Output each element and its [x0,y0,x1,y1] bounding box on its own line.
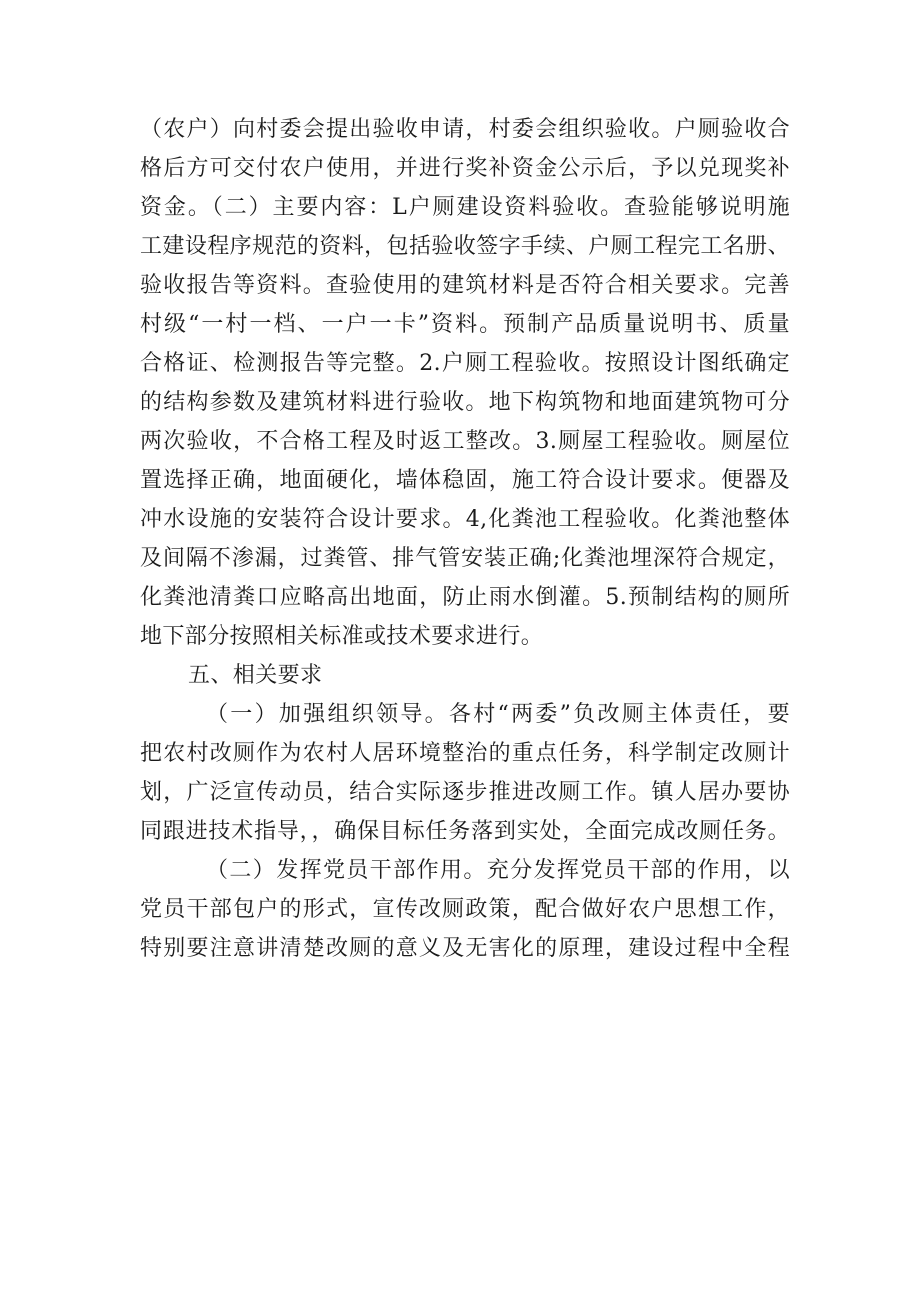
text-line: 验收报告等资料。查验使用的建筑材料是否符合相关要求。完善 [140,273,790,298]
text-line: 化粪池清粪口应略高出地面，防止雨水倒灌。5.预制结构的厕所 [140,585,790,610]
text-line: 合格证、检测报告等完整。2.户厕工程验收。按照设计图纸确定 [140,351,790,376]
text-line: 的结构参数及建筑材料进行验收。地下构筑物和地面建筑物可分 [140,390,790,415]
document-body [140,110,790,968]
text-line: 置选择正确，地面硬化，墙体稳固，施工符合设计要求。便器及 [140,468,790,493]
text-line: 工建设程序规范的资料，包括验收签字手续、户厕工程完工名册、 [140,234,790,259]
section-heading: 五、相关要求 [188,663,323,688]
text-line: 同跟进技术指导，，确保目标任务落到实处，全面完成改厕任务。 [140,819,790,844]
text-line: 把农村改厕作为农村人居环境整治的重点任务，科学制定改厕计 [140,741,790,766]
text-line: 及间隔不渗漏，过粪管、排气管安装正确;化粪池埋深符合规定， [140,546,790,571]
text-line: （一）加强组织领导。各村“两委”负改厕主体责任，要 [206,702,790,727]
text-line: 特别要注意讲清楚改厕的意义及无害化的原理，建设过程中全程 [140,936,790,961]
text-line: 冲水设施的安装符合设计要求。4,化粪池工程验收。化粪池整体 [140,507,790,532]
text-line: 村级“一村一档、一户一卡”资料。预制产品质量说明书、质量 [140,312,790,337]
text-line: （农户）向村委会提出验收申请，村委会组织验收。户厕验收合 [140,117,790,142]
text-line: （二）发挥党员干部作用。充分发挥党员干部的作用，以 [206,858,790,883]
text-line: 两次验收，不合格工程及时返工整改。3.厕屋工程验收。厕屋位 [140,429,790,454]
text-line: 格后方可交付农户使用，并进行奖补资金公示后，予以兑现奖补 [140,156,790,181]
text-line: 地下部分按照相关标准或技术要求进行。 [140,624,544,649]
text-line: 党员干部包户的形式，宣传改厕政策，配合做好农户思想工作， [140,897,790,922]
text-line: 划，广泛宣传动员，结合实际逐步推进改厕工作。镇人居办要协 [140,780,790,805]
text-line: 资金。（二）主要内容：L户厕建设资料验收。查验能够说明施 [140,195,790,220]
